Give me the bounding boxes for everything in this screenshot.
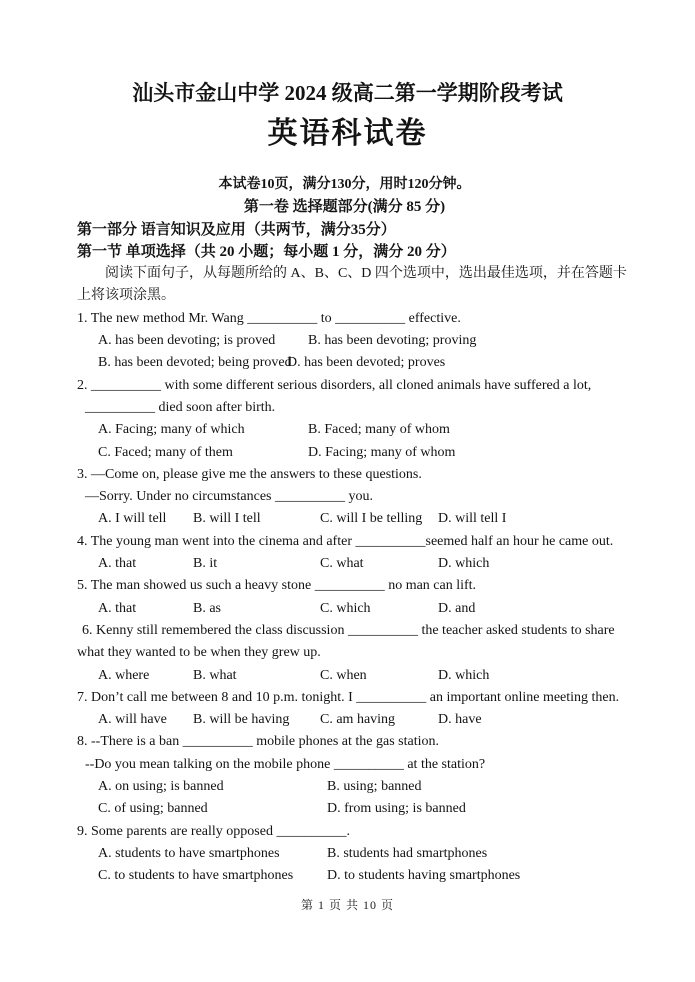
- volume-heading: 第一卷 选择题部分(满分 85 分): [243, 199, 446, 216]
- question-5: [77, 575, 612, 620]
- option-cell: A. where: [98, 667, 150, 683]
- option-cell: D. have: [438, 712, 482, 728]
- option-cell: B. has been devoted; being proved: [98, 355, 292, 371]
- option-cell: C. Faced; many of them: [98, 444, 233, 460]
- option-cell: D. and: [438, 600, 476, 616]
- question-3: [77, 464, 612, 531]
- option-cell: B. has been devoting; proving: [308, 333, 477, 349]
- option-row: [77, 330, 612, 352]
- question-stem: 5. The man showed us such a heavy stone __________ no man can lift.: [77, 578, 477, 594]
- option-cell: A. has been devoting; is proved: [98, 333, 276, 349]
- option-cell: B. will be having: [193, 712, 290, 728]
- question-stem: 1. The new method Mr. Wang __________ to __________ effective.: [77, 310, 461, 326]
- question-stem: 3. —Come on, please give me the answers to these questions.: [77, 466, 422, 482]
- option-cell: B. what: [193, 667, 237, 683]
- question-stem: 8. --There is a ban __________ mobile phones at the gas station.: [77, 734, 439, 750]
- question-stem: 4. The young man went into the cinema and after __________seemed half an hour he came out.: [77, 533, 614, 549]
- option-cell: B. will I tell: [193, 511, 261, 527]
- instructions-line-1: 阅读下面句子，从每题所给的 A、B、C、D 四个选项中，选出最佳选项，并在答题卡: [105, 266, 627, 282]
- option-row: [77, 508, 612, 530]
- option-row: [77, 598, 612, 620]
- question-stem: 9. Some parents are really opposed __________.: [77, 823, 350, 839]
- option-row: [77, 865, 612, 887]
- question-2: [77, 375, 612, 464]
- option-row: [77, 665, 612, 687]
- option-row: [77, 843, 612, 865]
- option-cell: C. to students to have smartphones: [98, 868, 294, 884]
- option-cell: A. on using; is banned: [98, 779, 224, 795]
- question-8: [77, 731, 612, 820]
- paper-body: [0, 174, 695, 888]
- page-number-footer: 第 1 页 共 10 页: [300, 897, 394, 912]
- option-cell: A. Facing; many of which: [98, 422, 245, 438]
- option-cell: D. to students having smartphones: [327, 868, 521, 884]
- option-row: [77, 709, 612, 731]
- option-cell: C. will I be telling: [320, 511, 423, 527]
- question-stem: 7. Don’t call me between 8 and 10 p.m. tonight. I __________ an important online meeting then.: [77, 689, 620, 705]
- option-cell: C. am having: [320, 712, 396, 728]
- option-cell: C. which: [320, 600, 371, 616]
- question-stem-continued: --Do you mean talking on the mobile phone __________ at the station?: [85, 756, 486, 772]
- option-cell: D. which: [438, 556, 490, 572]
- option-cell: A. I will tell: [98, 511, 167, 527]
- paper-title: 英语科试卷: [267, 117, 428, 150]
- option-row: [77, 776, 612, 798]
- part-heading: 第一部分 语言知识及应用（共两节，满分35分）: [77, 221, 396, 238]
- option-cell: A. that: [98, 556, 137, 572]
- option-cell: B. Faced; many of whom: [308, 422, 450, 438]
- question-stem-continued: __________ died soon after birth.: [85, 399, 276, 415]
- option-cell: B. as: [193, 600, 221, 616]
- option-cell: C. when: [320, 667, 367, 683]
- option-cell: A. will have: [98, 712, 167, 728]
- section-heading: 第一节 单项选择（共 20 小题；每小题 1 分，满分 20 分）: [77, 243, 456, 260]
- option-cell: B. students had smartphones: [327, 845, 488, 861]
- instructions-line-2: 上将该项涂黑。: [77, 288, 175, 304]
- question-stem-continued: —Sorry. Under no circumstances __________ you.: [85, 489, 373, 505]
- question-9: [77, 821, 612, 888]
- option-row: [77, 553, 612, 575]
- question-1: [77, 308, 612, 375]
- option-cell: D. which: [438, 667, 490, 683]
- option-cell: C. of using; banned: [98, 801, 208, 817]
- exam-title: 汕头市金山中学 2024 级高二第一学期阶段考试: [132, 81, 563, 105]
- option-row: [77, 798, 612, 820]
- option-row: [77, 352, 612, 374]
- option-cell: A. that: [98, 600, 137, 616]
- option-cell: D. has been devoted; proves: [287, 355, 446, 371]
- title-block: [0, 0, 695, 156]
- question-6: [77, 620, 615, 687]
- option-cell: C. what: [320, 556, 364, 572]
- option-cell: D. Facing; many of whom: [308, 444, 456, 460]
- option-cell: D. from using; is banned: [327, 801, 466, 817]
- option-cell: B. using; banned: [327, 779, 422, 795]
- option-cell: A. students to have smartphones: [98, 845, 280, 861]
- option-row: [77, 419, 612, 441]
- question-stem: 2. __________ with some different serious disorders, all cloned animals have suffered a lot,: [77, 377, 592, 393]
- question-stem-continued: what they wanted to be when they grew up.: [77, 645, 321, 661]
- exam-meta: 本试卷10页，满分130分，用时120分钟。: [218, 177, 471, 192]
- question-7: [77, 687, 620, 732]
- option-cell: B. it: [193, 556, 218, 572]
- question-stem: 6. Kenny still remembered the class discussion __________ the teacher asked students to share: [82, 622, 615, 638]
- question-4: [77, 531, 612, 576]
- option-cell: D. will tell I: [438, 511, 507, 527]
- option-row: [77, 442, 612, 464]
